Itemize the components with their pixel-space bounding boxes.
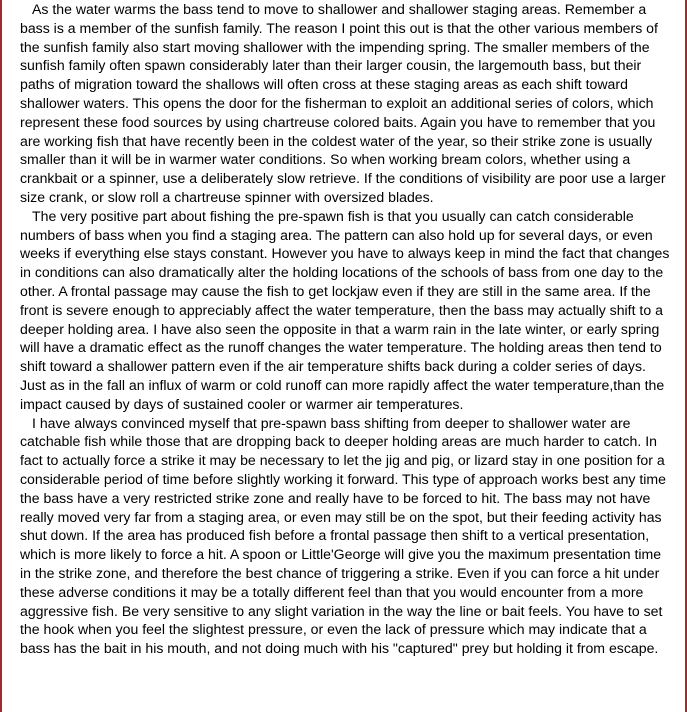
article-paragraph: As the water warms the bass tend to move to shallower and shallower staging areas. Remember a bass is a member of the sunfish family. The reason I point this out is that the other various members of the sunfish family also start moving shallower with the impending spring. The smaller members of the sunfish family often spawn considerably later than their larger cousin, the largemouth bass, but their paths of migration toward the shallows will often cross at these staging areas as each shift toward shallower waters. This opens the door for the fisherman to exploit an additional series of colors, which represent these food sources by using chartreuse colored baits. Again you have to remember that you are working fish that have recently been in the coldest water of the year, so their strike zone is usually smaller than it will be in warmer water conditions. So when working bream colors, whether using a crankbait or a spinner, use a deliberately slow retrieve. If the conditions of visibility are poor use a larger size crank, or slow roll a chartreuse spinner with oversized blades. [20, 1, 666, 205]
article-paragraph: I have always convinced myself that pre-spawn bass shifting from deeper to shallower water are catchable fish while those that are dropping back to deeper holding areas are much harder to catch. In fact to actually force a strike it may be necessary to let the jig and pig, or lizard stay in one position for a considerable period of time before slightly working it forward. This type of approach works best any time the bass have a very restricted strike zone and really have to be forced to hit. The bass may not have really moved very far from a staging area, or even may still be on the spot, but their feeding activity has shut down. If the area has produced fish before a frontal passage then shift to a vertical presentation, which is more likely to force a hit. A spoon or Little'George will give you the maximum presentation time in the strike zone, and therefore the best chance of triggering a strike. Even if you can force a hit under these adverse conditions it may be a totally different feel than that you would encounter from a more aggressive fish. Be very sensitive to any slight variation in the way the line or bait feels. You have to set the hook when you feel the slightest pressure, or even the lack of pressure which may indicate that a bass has the bait in his mouth, and not doing much with his "captured" prey but holding it from escape. [20, 414, 667, 657]
article-paragraph: The very positive part about fishing the pre-spawn fish is that you usually can catch considerable numbers of bass when you find a staging area. The pattern can also hold up for several days, or even weeks if everything else stays constant. However you have to always keep in mind the fact that changes in conditions can also dramatically alter the holding locations of the schools of bass from one day to the other. A frontal passage may cause the fish to get lockjaw even if they are still in the same area. If the front is severe enough to appreciably affect the water temperature, then the bass may actually shift to a deeper holding area. I have also seen the opposite in that a warm rain in the late winter, or early spring will have a dramatic effect as the runoff changes the water temperature. The holding areas then tend to shift toward a shallower pattern even if the air temperature shifts back during a colder series of days. Just as in the fall an influx of warm or cold runoff can more rapidly affect the water temperature,than the impact caused by days of sustained cooler or warmer air temperatures. [20, 207, 670, 412]
article-body [20, 0, 674, 658]
